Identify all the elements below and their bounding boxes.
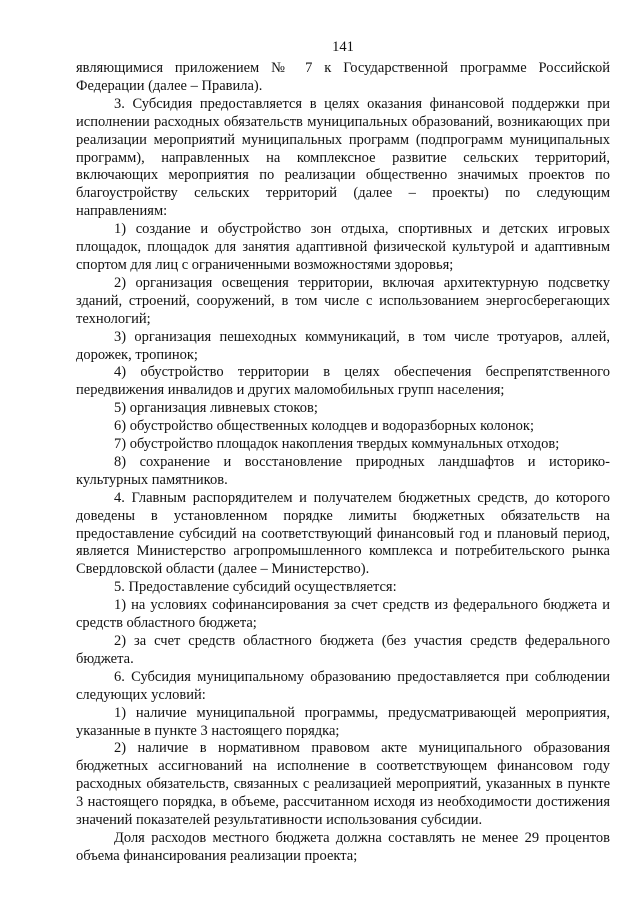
list-item-direction-3: 3) организация пешеходных коммуникаций, в том числе тротуаров, аллей, дорожек, тропинок;: [76, 328, 610, 363]
page-number: 141: [332, 39, 354, 55]
list-item-direction-2: 2) организация освещения территории, включая архитектурную подсветку зданий, строений, сооружений, в том числе с использованием энергосберегающих технологий;: [76, 274, 610, 327]
paragraph-section-4: 4. Главным распорядителем и получателем бюджетных средств, до которого доведены в установленном порядке лимиты бюджетных обязательств на предоставление субсидий на соответствующий финансовый год и плановый период, является Министерство агропромышленного комплекса и потребительского рынка Свердловской области (далее – Министерство).: [76, 489, 610, 578]
list-item-direction-5: 5) организация ливневых стоков;: [114, 400, 318, 417]
paragraph-intro-continuation: являющимися приложением № 7 к Государственной программе Российской Федерации (далее – Правила).: [76, 60, 610, 94]
list-item-direction-4: 4) обустройство территории в целях обеспечения беспрепятственного передвижения инвалидов и других маломобильных групп населения;: [76, 364, 610, 399]
list-item-direction-1: 1) создание и обустройство зон отдыха, спортивных и детских игровых площадок, площадок для занятия адаптивной физической культурой и адаптивным спортом для лиц с ограниченными возможностями здоровья;: [76, 221, 610, 273]
list-item-direction-7: 7) обустройство площадок накопления твердых коммунальных отходов;: [114, 436, 560, 453]
paragraph-section-6: 6. Субсидия муниципальному образованию предоставляется при соблюдении следующих условий:: [76, 668, 610, 703]
paragraph-local-budget-share: Доля расходов местного бюджета должна составлять не менее 29 процентов объема финансирования реализации проекта;: [76, 829, 610, 864]
document-body: [76, 60, 610, 866]
paragraph-section-5: 5. Предоставление субсидий осуществляется:: [114, 579, 397, 596]
list-item-direction-6: 6) обустройство общественных колодцев и водоразборных колонок;: [114, 418, 535, 435]
list-item-direction-8: 8) сохранение и восстановление природных ландшафтов и историко-культурных памятников.: [76, 453, 610, 488]
list-item-financing-1: 1) на условиях софинансирования за счет средств из федерального бюджета и средств областного бюджета;: [76, 597, 610, 632]
document-page: [76, 0, 610, 866]
list-item-condition-2: 2) наличие в нормативном правовом акте муниципального образования бюджетных ассигнований на исполнение в соответствующем финансовом году расходных обязательств, связанных с реализацией мероприятий, указанных в пункте 3 настоящего порядка, в объеме, рассчитанном исходя из необходимости достижения значений показателей результативности использования субсидии.: [76, 740, 610, 829]
list-item-financing-2: 2) за счет средств областного бюджета (без участия средств федерального бюджета.: [76, 633, 610, 667]
list-item-condition-1: 1) наличие муниципальной программы, предусматривающей мероприятия, указанные в пункте 3 настоящего порядка;: [76, 704, 610, 739]
paragraph-section-3: 3. Субсидия предоставляется в целях оказания финансовой поддержки при исполнении расходных обязательств муниципальных образований, возникающих при реализации мероприятий муниципальных программ (подпрограмм муниципальных программ), направленных на комплексное развитие сельских территорий, включающих мероприятия по реализации общественно значимых проектов по благоустройству сельских территорий (далее – проекты) по следующим направлениям:: [76, 95, 610, 220]
